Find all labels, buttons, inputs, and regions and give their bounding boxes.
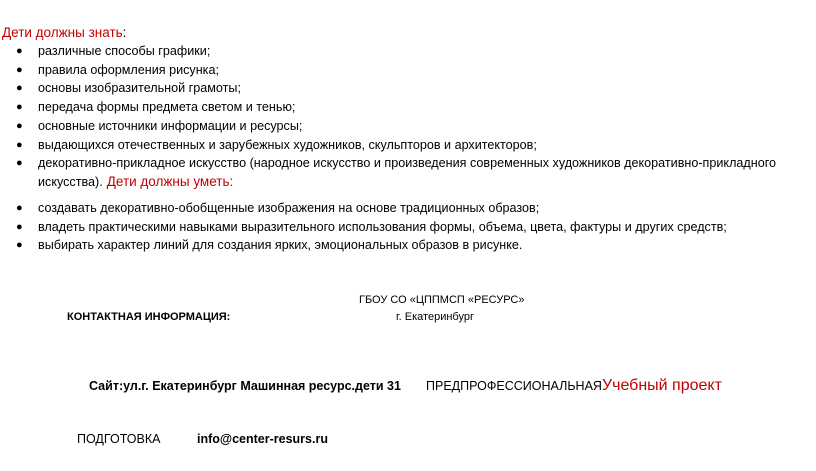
list-item [0,154,808,191]
bullet-icon: ● [16,220,23,233]
list-item-text: выдающихся отечественных и зарубежных художников, скульпторов и архитекторов; [38,137,537,152]
list-item [0,117,816,136]
bullet-icon: ● [16,82,23,95]
knowledge-heading-text: Дети должны знать [2,25,123,40]
bullet-icon: ● [16,157,23,170]
list-item-text: передача формы предмета светом и тенью; [38,100,296,115]
list-item-text: декоративно-прикладное искусство (народное искусство и произведения современных художников декоративно-прикладного искусства). [38,156,777,189]
list-item-text: различные способы графики; [38,44,211,58]
list-item-text: основы изобразительной грамоты; [38,81,241,96]
skills-heading-colon: : [229,173,234,189]
preparation-label: ПОДГОТОВКА [77,432,161,446]
project-label: Учебный проект [601,377,722,394]
preprofessional-line [426,377,722,395]
list-item [0,236,816,255]
list-item-text: выбирать характер линий для создания ярких, эмоциональных образов в рисунке. [38,238,523,253]
list-item [0,98,816,117]
skills-heading-text: Дети должны уметь [106,173,230,189]
knowledge-list [0,42,816,192]
list-item [0,42,816,61]
list-item-text: создавать декоративно-обобщенные изображения на основе традиционных образов; [38,201,540,215]
list-item [0,199,816,218]
list-item-text: основные источники информации и ресурсы; [38,118,303,133]
skills-heading [107,174,234,189]
bullet-icon: ● [16,45,23,57]
preprofessional-label: ПРЕДПРОФЕССИОНАЛЬНАЯ [426,379,602,393]
knowledge-heading [2,24,126,41]
bullet-icon: ● [16,63,23,76]
list-item [0,136,816,155]
organization-name: ГБОУ СО «ЦППМСП «РЕСУРС» [359,294,525,306]
list-item [0,79,816,98]
list-item [0,61,816,80]
city-name: г. Екатеринбург [396,311,474,323]
knowledge-heading-colon: : [122,25,127,40]
bullet-icon: ● [16,138,23,151]
site-address: Сайт:ул.г. Екатеринбург Машинная ресурс.дети 31 [89,379,401,393]
contacts-label: КОНТАКТНАЯ ИНФОРМАЦИЯ: [67,311,231,323]
list-item [0,218,816,237]
list-item-text: правила оформления рисунка; [38,62,219,77]
bullet-icon: ● [16,119,23,132]
list-item-text: владеть практическими навыками выразительного использования формы, объема, цвета, фактуры и других средств; [38,219,727,234]
skills-list [0,199,816,255]
email-link[interactable]: info@center-resurs.ru [197,432,328,446]
bullet-icon: ● [16,101,23,114]
bullet-icon: ● [16,202,23,214]
bullet-icon: ● [16,239,23,252]
